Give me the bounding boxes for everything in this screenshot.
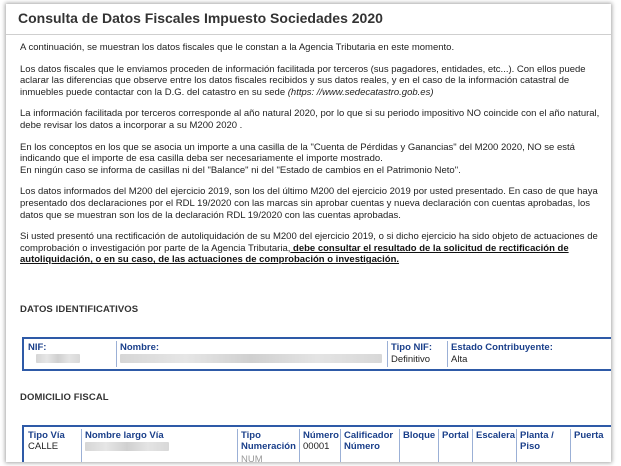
- header-tipo-via: Tipo Vía: [28, 430, 65, 441]
- header-puerta: Puerta: [574, 430, 604, 441]
- paragraph-6: Si usted presentó una rectificación de autoliquidación de su M200 del ejercicio 2019, o si dicho ejercicio ha sido objeto de actuaciones de comprobación o investigación por parte de la Agencia Tributaria, debe consultar el resultado de la solicitud de rectificación de autoliquidación, o en su caso, de las actuaciones de comprobación o investigación.: [20, 231, 598, 266]
- intro-text: [20, 42, 606, 276]
- rectificacion-link[interactable]: debe consultar el resultado de la solicitud de rectificación de autoliquidación, o en su caso, de las actuaciones de comprobación o investigación.: [20, 242, 569, 266]
- header-portal: Portal: [442, 430, 469, 441]
- paragraph-2: Los datos fiscales que le enviamos proceden de información facilitada por terceros (sus pagadores, entidades, etc...). Con ellos puede aclarar las diferencias que observe entre los datos fiscales recibidos y sus datos reales, y en el caso de la información catastral de inmuebles puede contactar con la D.G. del catastro en su sede (https: //www.sedecatastro.gob.es): [20, 63, 586, 98]
- paragraph-1: A continuación, se muestran los datos fiscales que le constan a la Agencia Tributaria en este momento.: [20, 42, 455, 53]
- tipo-numeracion-value: NUM: [241, 454, 263, 462]
- nif-value: [36, 354, 80, 366]
- header-numero: Número: [303, 430, 339, 441]
- header-calificador-numero: Calificador Número: [344, 430, 394, 452]
- header-nombre-via: Nombre largo Vía: [85, 430, 164, 441]
- nif-label: NIF:: [28, 342, 47, 353]
- nombre-value: [120, 354, 382, 366]
- tipo-nif-label: Tipo NIF:: [391, 342, 432, 353]
- numero-value: 00001: [303, 441, 330, 452]
- estado-label: Estado Contribuyente:: [451, 342, 553, 353]
- section-datos-identificativos: DATOS IDENTIFICATIVOS: [20, 304, 139, 315]
- header-bloque: Bloque: [403, 430, 436, 441]
- header-escalera: Escalera: [476, 430, 516, 441]
- identificativos-table: [22, 337, 611, 371]
- estado-value: Alta: [451, 354, 468, 365]
- domicilio-table: [22, 425, 611, 462]
- tipo-via-value: CALLE: [28, 441, 59, 452]
- title-bar: [6, 4, 611, 35]
- paragraph-4: En los conceptos en los que se asocia un importe a una casilla de la "Cuenta de Pérdidas y Ganancias" del M200 2020, NO se está indicando que el importe de esa casilla deba ser necesariamente el importe mostrado. En ningún caso se informa de casillas ni del "Balance" ni del "Estado de cambios en el Patrimonio Neto".: [20, 141, 575, 176]
- nombre-label: Nombre:: [120, 342, 160, 353]
- page-title: Consulta de Datos Fiscales Impuesto Sociedades 2020: [18, 10, 383, 26]
- fiscal-data-panel: [6, 4, 611, 462]
- header-planta-piso: Planta / Piso: [520, 430, 554, 452]
- paragraph-5: Los datos informados del M200 del ejercicio 2019, son los del último M200 del ejercicio 2019 por usted presentado. En caso de que haya presentado dos declaraciones por el RDL 19/2020 con las marcas sin aprobar cuentas y nueva declaración con cuentas aprobadas, los datos que se muestran son los de la declaración RDL 19/2020 con las cuentas aprobadas.: [20, 186, 598, 221]
- nombre-via-value: [85, 442, 169, 454]
- header-tipo-numeracion: Tipo Numeración: [241, 430, 296, 452]
- section-domicilio-fiscal: DOMICILIO FISCAL: [20, 392, 109, 403]
- tipo-nif-value: Definitivo: [391, 354, 431, 365]
- paragraph-3: La información facilitada por terceros corresponde al año natural 2020, por lo que si su periodo impositivo NO coincide con el año natural, debe revisar los datos a incorporar a su M200 2020 .: [20, 108, 600, 131]
- catastro-url: (https: //www.sedecatastro.gob.es): [287, 86, 434, 98]
